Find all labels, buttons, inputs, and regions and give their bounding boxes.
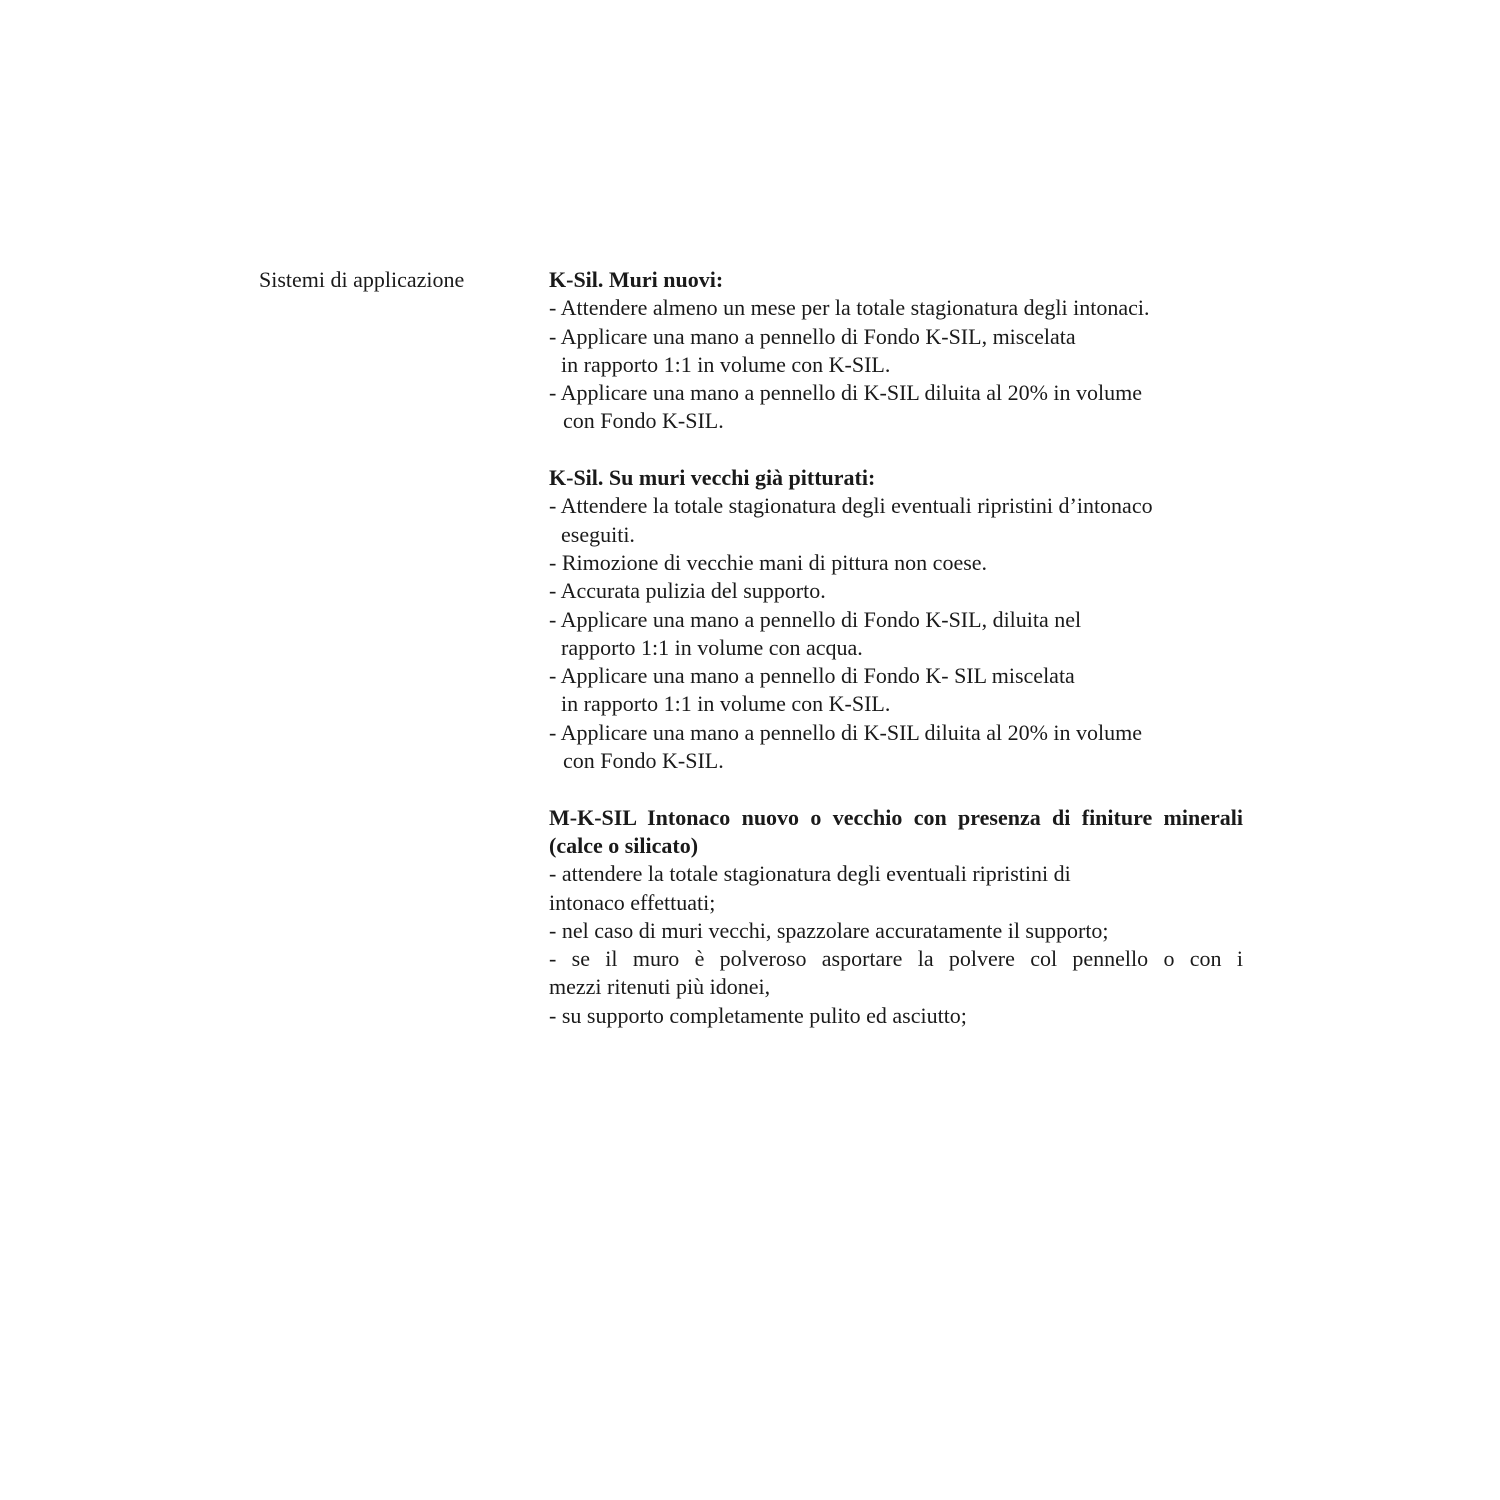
list-item: - Applicare una mano a pennello di K-SIL diluita al 20% in volume [549, 380, 1143, 406]
list-item: - nel caso di muri vecchi, spazzolare accuratamente il supporto; [549, 917, 1109, 943]
list-item: - Applicare una mano a pennello di Fondo K-SIL, miscelata [549, 323, 1076, 349]
list-item: - su supporto completamente pulito ed asciutto; [549, 1002, 967, 1028]
section-muri-nuovi [549, 266, 1243, 436]
list-item: - Applicare una mano a pennello di Fondo K-SIL, diluita nel [549, 606, 1082, 632]
list-item-continuation: in rapporto 1:1 in volume con K-SIL. [561, 351, 891, 377]
list-item: - Applicare una mano a pennello di Fondo K- SIL miscelata [549, 663, 1075, 689]
section-heading: K-Sil. Muri nuovi: [549, 267, 724, 292]
side-label: Sistemi di applicazione [259, 267, 465, 292]
list-item: - Accurata pulizia del supporto. [549, 578, 826, 604]
list-item: - attendere la totale stagionatura degli eventuali ripristini di [549, 861, 1071, 887]
document-content [549, 266, 1243, 1030]
list-item-continuation: mezzi ritenuti più idonei, [549, 974, 771, 1000]
list-item-continuation: con Fondo K-SIL. [563, 748, 724, 774]
list-item: - se il muro è polveroso asportare la polvere col pennello o con i [549, 946, 1243, 972]
list-item-continuation: intonaco effettuati; [549, 889, 716, 915]
section-heading: M-K-SIL Intonaco nuovo o vecchio con presenza di finiture minerali (calce o silicato) [549, 804, 1243, 858]
list-item: - Attendere la totale stagionatura degli eventuali ripristini d’intonaco [549, 493, 1153, 519]
list-item: - Applicare una mano a pennello di K-SIL diluita al 20% in volume [549, 719, 1143, 745]
list-item: - Rimozione di vecchie mani di pittura non coese. [549, 549, 988, 575]
section-muri-vecchi [549, 464, 1243, 775]
list-item-continuation: con Fondo K-SIL. [563, 408, 724, 434]
list-item-continuation: rapporto 1:1 in volume con acqua. [561, 634, 863, 660]
list-item-continuation: in rapporto 1:1 in volume con K-SIL. [561, 691, 891, 717]
section-heading: K-Sil. Su muri vecchi già pitturati: [549, 465, 876, 491]
list-item-continuation: eseguiti. [561, 521, 635, 547]
list-item: - Attendere almeno un mese per la totale stagionatura degli intonaci. [549, 295, 1150, 321]
section-m-k-sil [549, 804, 1243, 1030]
